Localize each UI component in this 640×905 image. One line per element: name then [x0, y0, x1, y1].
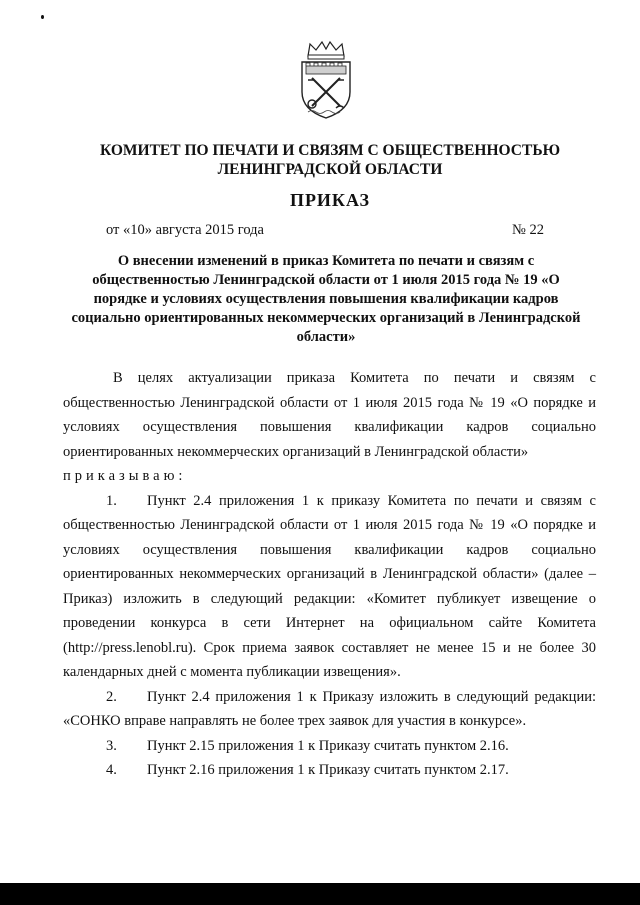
item-number: 2.: [106, 688, 117, 705]
document-body: [63, 366, 596, 783]
item-number: 3.: [106, 737, 117, 754]
list-item: [63, 758, 596, 783]
item-text: Пункт 2.15 приложения 1 к Приказу считать пунктом 2.16.: [147, 737, 509, 754]
date-number-line: [106, 222, 544, 239]
list-item: [63, 734, 596, 759]
scan-speck: [41, 15, 44, 19]
coat-of-arms-icon: [296, 40, 356, 122]
list-item: [63, 685, 596, 734]
item-number: 1.: [106, 492, 117, 509]
scan-edge-bar: [0, 883, 640, 905]
order-word: приказываю:: [63, 468, 187, 484]
item-number: 4.: [106, 762, 117, 778]
document-number: № 22: [512, 222, 544, 238]
item-text: Пункт 2.16 приложения 1 к Приказу считать пунктом 2.17.: [147, 762, 509, 778]
document-subject: О внесении изменений в приказ Комитета по печати и связям с общественностью Ленинградской области от 1 июля 2015 года № 19 «О порядке и условиях осуществления повышения квалификации кадров социально ориентированных некоммерческих организаций в Ленинградской области»: [71, 253, 581, 345]
list-item: [63, 489, 596, 685]
item-text: Пункт 2.4 приложения 1 к приказу Комитета по печати и связям с общественностью Ленинградской области от 1 июля 2015 года № 19 «О порядке и условиях осуществления повышения квалификации кадров социально ориентированных некоммерческих организаций в Ленинградской области» (далее – Приказ) изложить в следующий редакции: «Комитет публикует извещение о проведении конкурса в сети Интернет на официальном сайте Комитета (http://press.lenobl.ru). Срок приема заявок составляет не менее 15 и не более 30 календарных дней с момента публикации извещения».: [63, 492, 596, 680]
document-date: от «10» августа 2015 года: [106, 222, 264, 238]
document-type: ПРИКАЗ: [289, 190, 371, 210]
organization-name: КОМИТЕТ ПО ПЕЧАТИ И СВЯЗЯМ С ОБЩЕСТВЕННОСТЬЮ ЛЕНИНГРАДСКОЙ ОБЛАСТИ: [99, 142, 561, 178]
preamble-paragraph: В целях актуализации приказа Комитета по печати и связям с общественностью Ленинградской области от 1 июля 2015 года № 19 «О порядке и условиях осуществления повышения квалификации кадров социально ориентированных некоммерческих организаций в Ленинградской области»: [63, 370, 596, 460]
item-text: Пункт 2.4 приложения 1 к Приказу изложить в следующий редакции: «СОНКО вправе направлять не более трех заявок для участия в конкурсе».: [63, 688, 596, 729]
